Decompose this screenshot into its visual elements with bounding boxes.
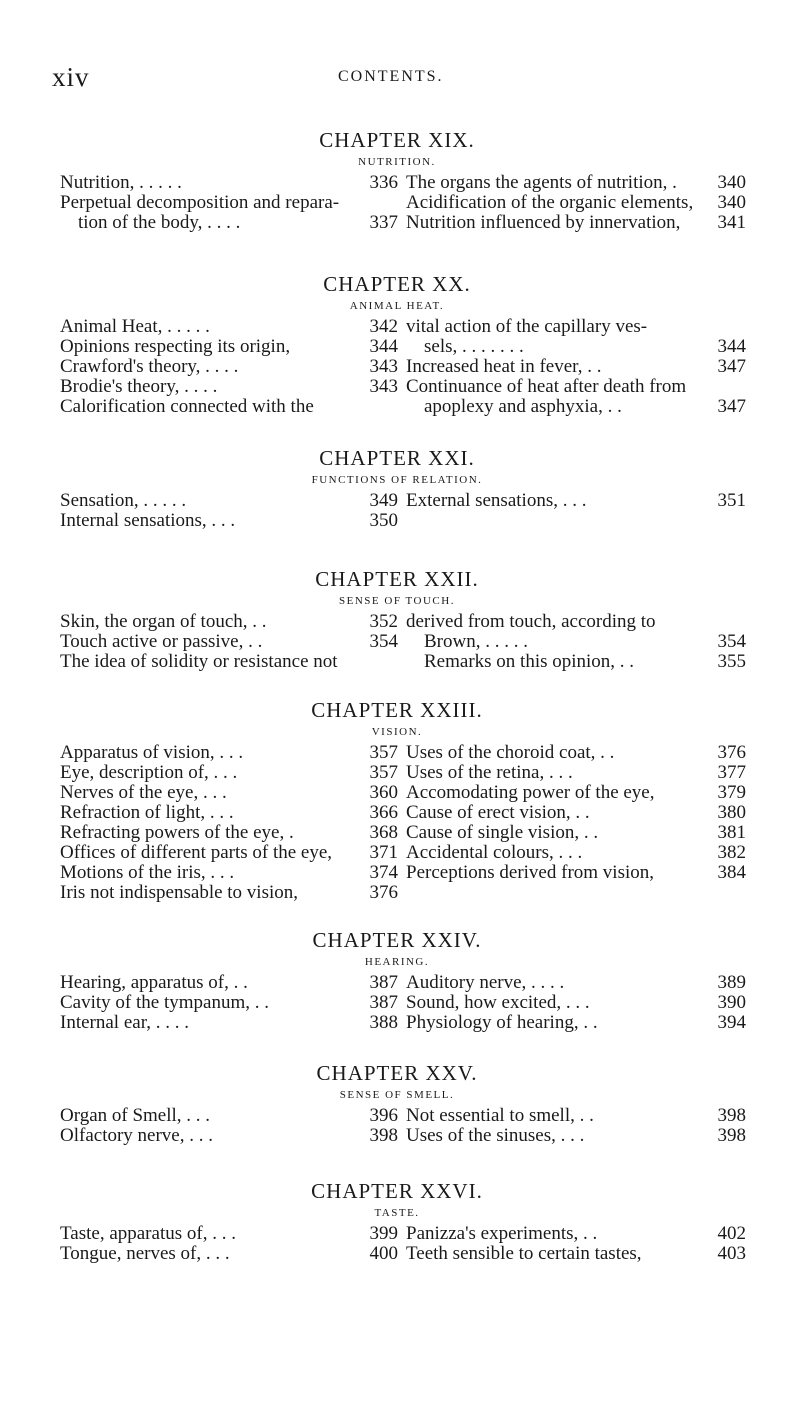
chapter-section	[60, 567, 746, 672]
toc-entry	[406, 491, 746, 511]
toc-entry	[406, 993, 746, 1013]
entry-title: Sensation, . . . . .	[60, 490, 187, 511]
left-column	[60, 743, 398, 903]
entry-page: 402	[717, 1223, 746, 1244]
toc-entry	[60, 173, 398, 193]
toc-entry	[406, 357, 746, 377]
entry-page: 340	[717, 192, 746, 213]
entry-title: Refracting powers of the eye, .	[60, 822, 294, 843]
chapter-subtitle: SENSE OF SMELL.	[339, 1089, 455, 1101]
entry-title: Accomodating power of the eye,	[406, 782, 655, 803]
entry-title: Internal sensations, . . .	[60, 510, 236, 531]
toc-entry	[60, 883, 398, 903]
entry-page: 379	[717, 782, 746, 803]
entry-page: 337	[369, 212, 398, 233]
chapter-section	[60, 446, 746, 531]
entry-page: 398	[717, 1105, 746, 1126]
chapter-section	[60, 272, 746, 417]
entry-title: Nerves of the eye, . . .	[60, 782, 227, 803]
entry-title: Calorification connected with the	[60, 396, 314, 417]
right-column	[406, 612, 746, 672]
entry-title: Motions of the iris, . . .	[60, 862, 235, 883]
entry-page: 381	[717, 822, 746, 843]
right-column	[406, 491, 746, 511]
entry-page: 377	[717, 762, 746, 783]
entry-page: 354	[717, 631, 746, 652]
entry-page: 388	[369, 1012, 398, 1033]
entry-page: 360	[369, 782, 398, 803]
toc-entry	[60, 843, 398, 863]
toc-entry	[60, 763, 398, 783]
toc-entry	[60, 213, 398, 233]
entry-page: 342	[369, 316, 398, 337]
toc-entry	[406, 843, 746, 863]
entry-title: Cause of erect vision, . .	[406, 802, 590, 823]
entry-page: 351	[717, 490, 746, 511]
chapter-title: CHAPTER XXV.	[316, 1061, 478, 1085]
entry-page: 403	[717, 1243, 746, 1264]
entry-title: Physiology of hearing, . .	[406, 1012, 598, 1033]
entry-page: 376	[717, 742, 746, 763]
chapter-title: CHAPTER XX.	[323, 272, 471, 296]
toc-entry	[406, 863, 746, 883]
toc-entry	[406, 743, 746, 763]
toc-entry	[406, 652, 746, 672]
left-column	[60, 317, 398, 417]
chapter-section	[60, 1179, 746, 1264]
toc-entry	[60, 612, 398, 632]
entry-page: 347	[717, 356, 746, 377]
entry-title: Not essential to smell, . .	[406, 1105, 594, 1126]
entry-title: Touch active or passive, . .	[60, 631, 263, 652]
entry-page: 380	[717, 802, 746, 823]
toc-entry	[60, 193, 398, 213]
entry-title: Olfactory nerve, . . .	[60, 1125, 213, 1146]
entry-page: 344	[369, 336, 398, 357]
entry-title: sels, . . . . . . .	[424, 336, 524, 357]
right-column	[406, 973, 746, 1033]
toc-entry	[60, 783, 398, 803]
entry-title: Refraction of light, . . .	[60, 802, 234, 823]
toc-entry	[60, 973, 398, 993]
entry-page: 350	[369, 510, 398, 531]
toc-entry	[406, 1106, 746, 1126]
entry-title: External sensations, . . .	[406, 490, 587, 511]
toc-entry	[406, 823, 746, 843]
entry-title: Perpetual decomposition and repara-	[60, 192, 340, 213]
toc-entry	[60, 397, 398, 417]
entry-page: 400	[369, 1243, 398, 1264]
toc-entry	[406, 783, 746, 803]
entry-title: Increased heat in fever, . .	[406, 356, 602, 377]
chapter-subtitle: VISION.	[371, 726, 423, 738]
entry-page: 389	[717, 972, 746, 993]
entry-page: 382	[717, 842, 746, 863]
toc-entry	[406, 337, 746, 357]
entry-title: Organ of Smell, . . .	[60, 1105, 211, 1126]
toc-entry	[60, 743, 398, 763]
entry-page: 368	[369, 822, 398, 843]
toc-entry	[60, 491, 398, 511]
entry-page: 399	[369, 1223, 398, 1244]
left-column	[60, 1224, 398, 1264]
entry-title: The organs the agents of nutrition, .	[406, 172, 677, 193]
entry-page: 357	[369, 762, 398, 783]
left-column	[60, 612, 398, 672]
entry-title: Brodie's theory, . . . .	[60, 376, 218, 397]
left-column	[60, 1106, 398, 1146]
toc-entry	[406, 1126, 746, 1146]
toc-entry	[406, 1013, 746, 1033]
entry-page: 336	[369, 172, 398, 193]
chapter-subtitle: FUNCTIONS OF RELATION.	[311, 474, 483, 486]
entry-title: Uses of the choroid coat, . .	[406, 742, 615, 763]
entry-page: 376	[369, 882, 398, 903]
chapter-title: CHAPTER XXII.	[315, 567, 479, 591]
chapter-section	[60, 1061, 746, 1146]
entry-page: 343	[369, 376, 398, 397]
chapter-title: CHAPTER XIX.	[319, 128, 475, 152]
running-title: CONTENTS.	[338, 68, 444, 85]
chapter-section	[60, 928, 746, 1033]
chapter-title: CHAPTER XXIII.	[311, 698, 483, 722]
toc-entry	[60, 511, 398, 531]
right-column	[406, 743, 746, 883]
toc-entry	[406, 397, 746, 417]
toc-entry	[60, 632, 398, 652]
entry-title: The idea of solidity or resistance not	[60, 651, 338, 672]
toc-entry	[60, 1013, 398, 1033]
toc-entry	[406, 763, 746, 783]
entry-page: 387	[369, 992, 398, 1013]
page-number: xiv	[52, 62, 90, 92]
entry-title: Remarks on this opinion, . .	[424, 651, 635, 672]
chapter-subtitle: SENSE OF TOUCH.	[339, 595, 455, 607]
chapter-title: CHAPTER XXI.	[319, 446, 475, 470]
entry-title: Iris not indispensable to vision,	[60, 882, 299, 903]
toc-entry	[60, 993, 398, 1013]
entry-page: 384	[717, 862, 746, 883]
page-header	[52, 62, 760, 92]
entry-page: 347	[717, 396, 746, 417]
toc-entry	[60, 377, 398, 397]
left-column	[60, 973, 398, 1033]
entry-page: 349	[369, 490, 398, 511]
entry-title: Acidification of the organic elements,	[406, 192, 694, 213]
toc-entry	[60, 652, 398, 672]
entry-title: Brown, . . . . .	[424, 631, 528, 652]
entry-page: 343	[369, 356, 398, 377]
entry-page: 394	[717, 1012, 746, 1033]
entry-page: 341	[717, 212, 746, 233]
entry-title: Nutrition, . . . . .	[60, 172, 182, 193]
entry-page: 387	[369, 972, 398, 993]
entry-title: Animal Heat, . . . . .	[60, 316, 210, 337]
entry-title: apoplexy and asphyxia, . .	[424, 396, 622, 417]
entry-page: 354	[369, 631, 398, 652]
right-column	[406, 173, 746, 233]
right-column	[406, 1106, 746, 1146]
toc-entry	[60, 337, 398, 357]
chapter-section	[60, 128, 746, 233]
toc-entry	[406, 1244, 746, 1264]
entry-title: Auditory nerve, . . . .	[406, 972, 565, 993]
left-column	[60, 491, 398, 531]
entry-title: Uses of the sinuses, . . .	[406, 1125, 585, 1146]
toc-entry	[60, 1126, 398, 1146]
chapter-subtitle: HEARING.	[364, 956, 430, 968]
toc-entry	[406, 803, 746, 823]
entry-page: 352	[369, 611, 398, 632]
entry-page: 396	[369, 1105, 398, 1126]
chapter-section	[60, 698, 746, 903]
toc-entry	[406, 632, 746, 652]
entry-title: derived from touch, according to	[406, 611, 656, 632]
entry-title: Teeth sensible to certain tastes,	[406, 1243, 642, 1264]
entry-title: Continuance of heat after death from	[406, 376, 687, 397]
entry-title: Nutrition influenced by innervation,	[406, 212, 681, 233]
entry-title: Cause of single vision, . .	[406, 822, 599, 843]
entry-title: Hearing, apparatus of, . .	[60, 972, 248, 993]
entry-title: Tongue, nerves of, . . .	[60, 1243, 230, 1264]
entry-title: Eye, description of, . . .	[60, 762, 238, 783]
toc-entry	[60, 863, 398, 883]
entry-title: Opinions respecting its origin,	[60, 336, 291, 357]
toc-entry	[406, 377, 746, 397]
entry-page: 390	[717, 992, 746, 1013]
entry-page: 371	[369, 842, 398, 863]
toc-entry	[60, 803, 398, 823]
entry-title: Internal ear, . . . .	[60, 1012, 190, 1033]
chapter-title: CHAPTER XXIV.	[312, 928, 482, 952]
entry-title: Accidental colours, . . .	[406, 842, 583, 863]
toc-entry	[60, 823, 398, 843]
entry-title: Apparatus of vision, . . .	[60, 742, 244, 763]
chapter-subtitle: ANIMAL HEAT.	[349, 300, 445, 312]
right-column	[406, 317, 746, 417]
entry-page: 357	[369, 742, 398, 763]
entry-title: Uses of the retina, . . .	[406, 762, 573, 783]
toc-entry	[60, 1244, 398, 1264]
toc-entry	[406, 612, 746, 632]
left-column	[60, 173, 398, 233]
toc-entry	[60, 1224, 398, 1244]
entry-page: 340	[717, 172, 746, 193]
entry-title: Sound, how excited, . . .	[406, 992, 590, 1013]
entry-title: Taste, apparatus of, . . .	[60, 1223, 236, 1244]
toc-entry	[406, 1224, 746, 1244]
entry-title: Cavity of the tympanum, . .	[60, 992, 269, 1013]
entry-page: 398	[369, 1125, 398, 1146]
entry-page: 374	[369, 862, 398, 883]
entry-title: Offices of different parts of the eye,	[60, 842, 333, 863]
entry-page: 355	[717, 651, 746, 672]
entry-title: Perceptions derived from vision,	[406, 862, 655, 883]
entry-title: Panizza's experiments, . .	[406, 1223, 598, 1244]
entry-page: 344	[717, 336, 746, 357]
toc-entry	[60, 357, 398, 377]
chapter-title: CHAPTER XXVI.	[311, 1179, 483, 1203]
entry-title: vital action of the capillary ves-	[406, 316, 648, 337]
toc-entry	[406, 193, 746, 213]
right-column	[406, 1224, 746, 1264]
toc-entry	[60, 1106, 398, 1126]
chapter-subtitle: NUTRITION.	[358, 156, 436, 168]
toc-entry	[60, 317, 398, 337]
entry-title: Crawford's theory, . . . .	[60, 356, 239, 377]
chapter-subtitle: TASTE.	[374, 1207, 420, 1219]
toc-entry	[406, 213, 746, 233]
toc-entry	[406, 317, 746, 337]
entry-page: 398	[717, 1125, 746, 1146]
entry-title: Skin, the organ of touch, . .	[60, 611, 267, 632]
toc-entry	[406, 173, 746, 193]
entry-page: 366	[369, 802, 398, 823]
toc-entry	[406, 973, 746, 993]
entry-title: tion of the body, . . . .	[78, 212, 241, 233]
